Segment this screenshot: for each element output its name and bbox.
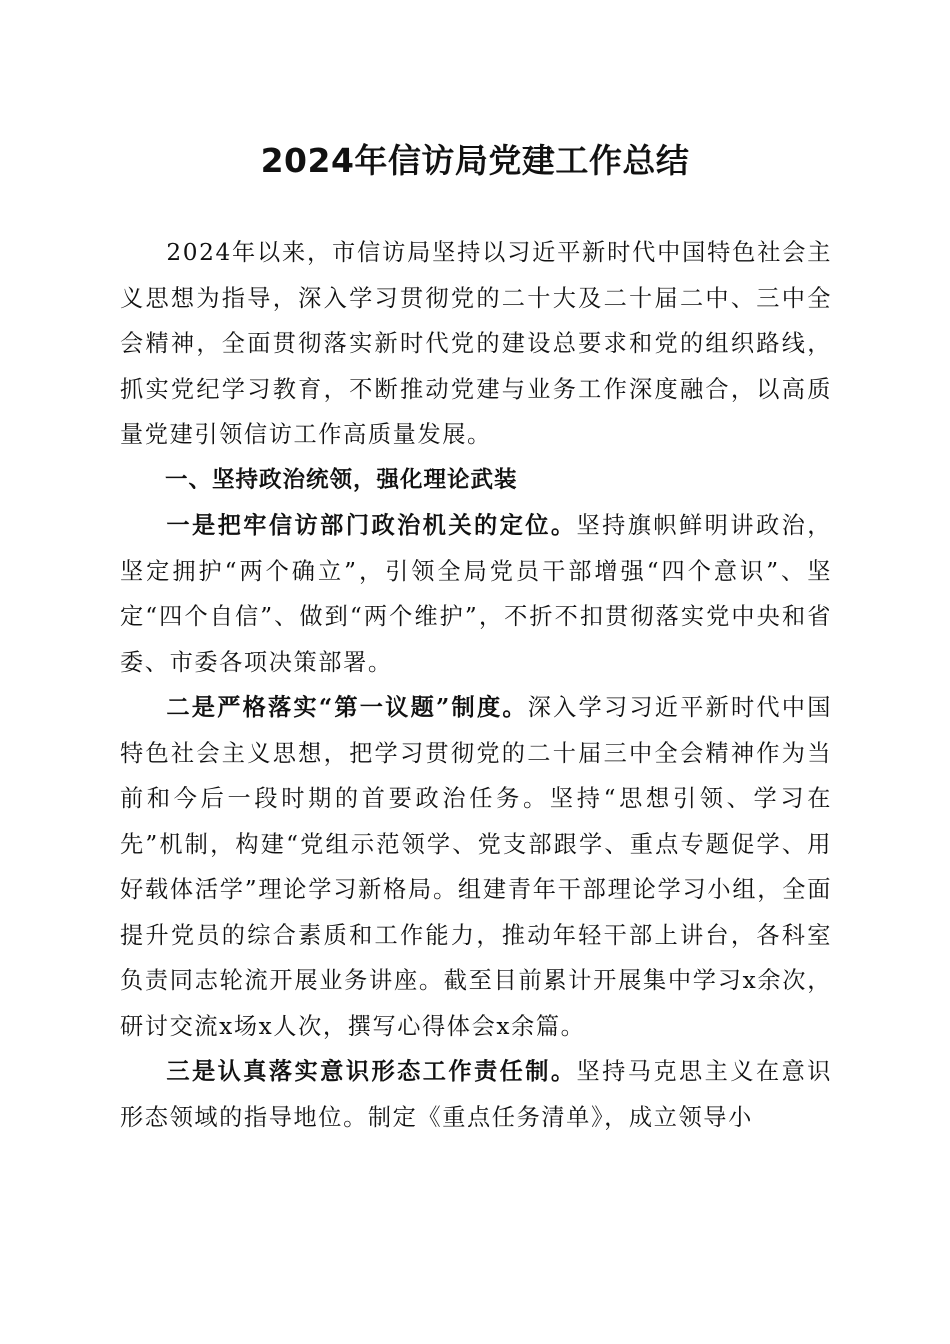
item-text: 坚持马克思主义在意识形态领域的指导地位。制定《重点任务清单》，成立领导小 xyxy=(120,1058,832,1131)
item-text: 坚持旗帜鲜明讲政治，坚定拥护“两个确立”，引领全局党员干部增强“四个意识”、坚定“四个自信”、做到“两个维护”，不折不扣贯彻落实党中央和省委、市委各项决策部署。 xyxy=(120,512,832,676)
item-lead: 二是严格落实“第一议题”制度。 xyxy=(166,694,528,721)
item-lead: 三是认真落实意识形态工作责任制。 xyxy=(166,1058,577,1085)
document-body xyxy=(120,230,832,1140)
item-paragraph-1 xyxy=(120,503,832,685)
item-text: 深入学习习近平新时代中国特色社会主义思想，把学习贯彻党的二十届三中全会精神作为当前和今后一段时期的首要政治任务。坚持“思想引领、学习在先”机制，构建“党组示范领学、党支部跟学、重点专题促学、用好载体活学”理论学习新格局。组建青年干部理论学习小组，全面提升党员的综合素质和工作能力，推动年轻干部上讲台，各科室负责同志轮流开展业务讲座。截至目前累计开展集中学习x余次，研讨交流x场x人次，撰写心得体会x余篇。 xyxy=(120,694,832,1040)
section-heading: 一、坚持政治统领，强化理论武装 xyxy=(165,466,518,493)
item-paragraph-3 xyxy=(120,1049,832,1140)
intro-paragraph: 2024年以来，市信访局坚持以习近平新时代中国特色社会主义思想为指导，深入学习贯彻党的二十大及二十届二中、三中全会精神，全面贯彻落实新时代党的建设总要求和党的组织路线，抓实党纪学习教育，不断推动党建与业务工作深度融合，以高质量党建引领信访工作高质量发展。 xyxy=(120,239,832,448)
item-paragraph-2 xyxy=(120,685,832,1049)
item-lead: 一是把牢信访部门政治机关的定位。 xyxy=(166,512,577,539)
document-title: 2024年信访局党建工作总结 xyxy=(260,141,690,180)
